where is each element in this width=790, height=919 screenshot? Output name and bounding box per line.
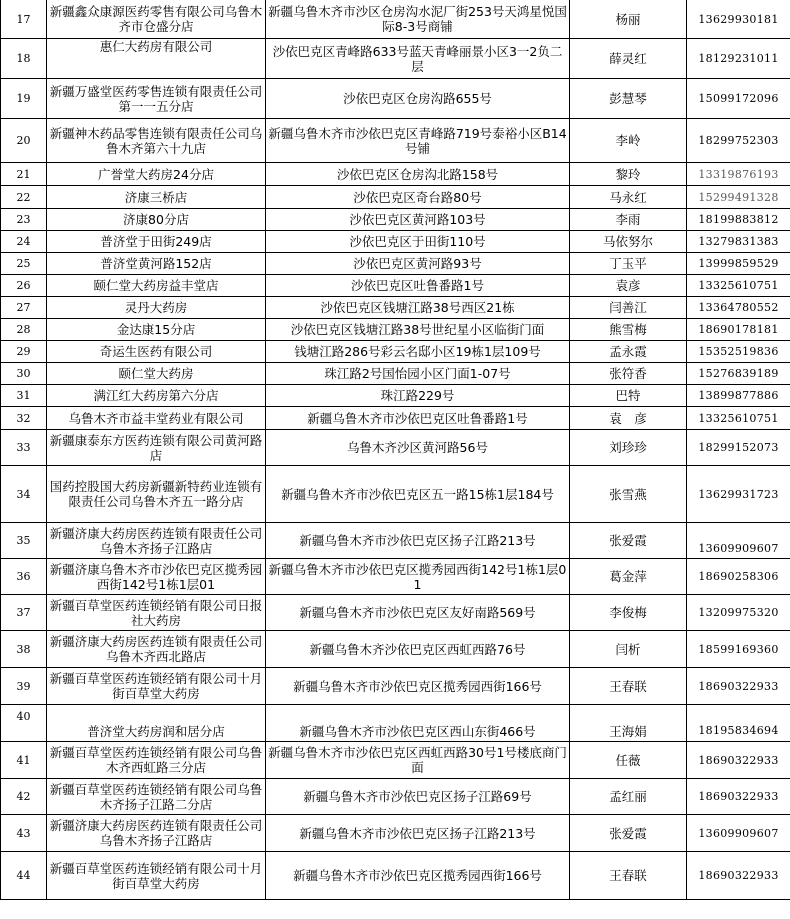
store-name: 新疆济康乌鲁木齐市沙依巴克区揽秀园西街142号1栋1层01	[47, 559, 266, 595]
store-address: 乌鲁木齐沙区黄河路56号	[266, 430, 570, 466]
store-name: 新疆百草堂医药连锁经销有限公司乌鲁木齐西虹路三分店	[47, 742, 266, 779]
contact-phone: 13279831383	[687, 231, 790, 253]
contact-person: 孟永霞	[570, 341, 687, 363]
row-number: 43	[1, 815, 47, 852]
contact-phone: 18199883812	[687, 209, 790, 231]
table-row	[1, 779, 790, 815]
store-address: 沙依巴克区吐鲁番路1号	[266, 275, 570, 297]
contact-person: 李雨	[570, 209, 687, 231]
contact-person: 袁彦	[570, 275, 687, 297]
row-number: 28	[1, 319, 47, 341]
store-name: 普济堂黄河路152店	[47, 253, 266, 275]
contact-person: 张爱霞	[570, 523, 687, 559]
contact-person: 袁 彦	[570, 407, 687, 430]
row-number: 40	[1, 705, 47, 742]
contact-phone: 15099172096	[687, 79, 790, 119]
store-address: 沙依巴克区仓房沟北路158号	[266, 163, 570, 186]
store-address: 新疆乌鲁木齐市沙依巴克区揽秀园西街166号	[266, 852, 570, 900]
contact-person: 闫析	[570, 631, 687, 668]
store-address: 新疆乌鲁木齐市沙依巴克区西山东街466号	[266, 705, 570, 742]
contact-person: 闫善江	[570, 297, 687, 319]
store-name: 新疆神木药品零售连锁有限责任公司乌鲁木齐第六十九店	[47, 119, 266, 163]
contact-phone: 18599169360	[687, 631, 790, 668]
table-row	[1, 559, 790, 595]
table-row	[1, 595, 790, 631]
contact-person: 张爱霞	[570, 815, 687, 852]
row-number: 33	[1, 430, 47, 466]
store-name: 广誉堂大药房24分店	[47, 163, 266, 186]
row-number: 20	[1, 119, 47, 163]
row-number: 24	[1, 231, 47, 253]
table-row	[1, 209, 790, 231]
table-row	[1, 275, 790, 297]
store-address: 新疆乌鲁木齐市沙依巴克区友好南路569号	[266, 595, 570, 631]
store-name: 惠仁大药房有限公司	[47, 39, 266, 79]
contact-person: 王海娟	[570, 705, 687, 742]
row-number: 31	[1, 385, 47, 407]
store-name: 国药控股国大药房新疆新特药业连锁有限责任公司乌鲁木齐五一路分店	[47, 466, 266, 523]
table-row	[1, 631, 790, 668]
contact-phone: 13629931723	[687, 466, 790, 523]
store-name: 乌鲁木齐市益丰堂药业有限公司	[47, 407, 266, 430]
table-row	[1, 363, 790, 385]
contact-person: 李俊梅	[570, 595, 687, 631]
table-row	[1, 186, 790, 209]
contact-phone: 18690322933	[687, 779, 790, 815]
row-number: 26	[1, 275, 47, 297]
contact-phone: 15276839189	[687, 363, 790, 385]
contact-person: 马永红	[570, 186, 687, 209]
store-address: 钱塘江路286号彩云名邸小区19栋1层109号	[266, 341, 570, 363]
table-row	[1, 39, 790, 79]
table-row	[1, 0, 790, 39]
contact-person: 葛金萍	[570, 559, 687, 595]
row-number: 37	[1, 595, 47, 631]
row-number: 35	[1, 523, 47, 559]
store-address: 新疆乌鲁木齐市沙区仓房沟水泥厂街253号天鸿星悦国际8-3号商铺	[266, 0, 570, 39]
contact-person: 熊雪梅	[570, 319, 687, 341]
table-row	[1, 407, 790, 430]
contact-phone: 13629930181	[687, 0, 790, 39]
row-number: 17	[1, 0, 47, 39]
contact-phone: 13609909607	[687, 523, 790, 559]
row-number: 38	[1, 631, 47, 668]
contact-phone: 18690258306	[687, 559, 790, 595]
store-name: 济康三桥店	[47, 186, 266, 209]
store-address: 新疆乌鲁木齐沙依巴克区西虹西路76号	[266, 631, 570, 668]
table-row	[1, 852, 790, 900]
row-number: 23	[1, 209, 47, 231]
store-address: 新疆乌鲁木齐市沙依巴克区西虹西路30号1号楼底商门面	[266, 742, 570, 779]
store-address: 新疆乌鲁木齐市沙依巴克区扬子江路213号	[266, 523, 570, 559]
contact-phone: 18129231011	[687, 39, 790, 79]
row-number: 27	[1, 297, 47, 319]
store-name: 新疆百草堂医药连锁经销有限公司十月街百草堂大药房	[47, 668, 266, 705]
contact-person: 刘珍珍	[570, 430, 687, 466]
table-row	[1, 297, 790, 319]
contact-person: 王春联	[570, 668, 687, 705]
table-row	[1, 466, 790, 523]
store-name: 普济堂于田街249店	[47, 231, 266, 253]
store-name: 金达康15分店	[47, 319, 266, 341]
contact-person: 李岭	[570, 119, 687, 163]
contact-person: 任薇	[570, 742, 687, 779]
store-name: 新疆济康大药房医药连锁有限责任公司乌鲁木齐扬子江路店	[47, 523, 266, 559]
table-row	[1, 231, 790, 253]
row-number: 34	[1, 466, 47, 523]
store-address: 新疆乌鲁木齐市沙依巴克区扬子江路213号	[266, 815, 570, 852]
contact-phone: 13899877886	[687, 385, 790, 407]
table-row	[1, 705, 790, 742]
contact-person: 孟红丽	[570, 779, 687, 815]
contact-person: 彭慧琴	[570, 79, 687, 119]
contact-person: 杨丽	[570, 0, 687, 39]
contact-phone: 18195834694	[687, 705, 790, 742]
table-row	[1, 385, 790, 407]
table-row	[1, 163, 790, 186]
contact-person: 黎玲	[570, 163, 687, 186]
row-number: 32	[1, 407, 47, 430]
contact-person: 王春联	[570, 852, 687, 900]
contact-phone: 18299752303	[687, 119, 790, 163]
contact-phone: 13325610751	[687, 407, 790, 430]
contact-phone: 13209975320	[687, 595, 790, 631]
store-address: 沙依巴克区仓房沟路655号	[266, 79, 570, 119]
store-name: 新疆康泰东方医药连锁有限公司黄河路店	[47, 430, 266, 466]
store-address: 沙依巴克区黄河路93号	[266, 253, 570, 275]
row-number: 44	[1, 852, 47, 900]
store-name: 新疆百草堂医药连锁经销有限公司十月街百草堂大药房	[47, 852, 266, 900]
store-name: 新疆鑫众康源医药零售有限公司乌鲁木齐市仓盛分店	[47, 0, 266, 39]
store-address: 沙依巴克区黄河路103号	[266, 209, 570, 231]
table-row	[1, 668, 790, 705]
table-row	[1, 430, 790, 466]
contact-phone: 15299491328	[687, 186, 790, 209]
store-name: 颐仁堂大药房	[47, 363, 266, 385]
store-address: 沙依巴克区钱塘江路38号世纪星小区临街门面	[266, 319, 570, 341]
store-address: 珠江路229号	[266, 385, 570, 407]
store-address: 新疆乌鲁木齐市沙依巴克区五一路15栋1层184号	[266, 466, 570, 523]
contact-phone: 13609909607	[687, 815, 790, 852]
table-row	[1, 815, 790, 852]
table-row	[1, 79, 790, 119]
row-number: 18	[1, 39, 47, 79]
store-name: 新疆百草堂医药连锁经销有限公司日报社大药房	[47, 595, 266, 631]
contact-person: 张符香	[570, 363, 687, 385]
store-address: 新疆乌鲁木齐市沙依巴克区揽秀园西街166号	[266, 668, 570, 705]
row-number: 19	[1, 79, 47, 119]
contact-phone: 13325610751	[687, 275, 790, 297]
contact-phone: 18690322933	[687, 852, 790, 900]
store-name: 新疆百草堂医药连锁经销有限公司乌鲁木齐扬子江路二分店	[47, 779, 266, 815]
row-number: 21	[1, 163, 47, 186]
store-name: 灵丹大药房	[47, 297, 266, 319]
table-row	[1, 742, 790, 779]
contact-phone: 18299152073	[687, 430, 790, 466]
store-name: 济康80分店	[47, 209, 266, 231]
row-number: 30	[1, 363, 47, 385]
contact-phone: 18690322933	[687, 742, 790, 779]
store-address: 沙依巴克区于田街110号	[266, 231, 570, 253]
contact-phone: 13999859529	[687, 253, 790, 275]
store-address: 沙依巴克区奇台路80号	[266, 186, 570, 209]
contact-phone: 18690322933	[687, 668, 790, 705]
contact-phone: 13319876193	[687, 163, 790, 186]
store-address: 新疆乌鲁木齐市沙依巴克区青峰路719号泰裕小区B14号铺	[266, 119, 570, 163]
store-address: 新疆乌鲁木齐市沙依巴克区扬子江路69号	[266, 779, 570, 815]
table-row	[1, 523, 790, 559]
table-row	[1, 319, 790, 341]
table-row	[1, 341, 790, 363]
store-name: 奇运生医药有限公司	[47, 341, 266, 363]
contact-phone: 18690178181	[687, 319, 790, 341]
contact-person: 丁玉平	[570, 253, 687, 275]
store-name: 颐仁堂大药房益丰堂店	[47, 275, 266, 297]
contact-person: 巴特	[570, 385, 687, 407]
row-number: 41	[1, 742, 47, 779]
row-number: 39	[1, 668, 47, 705]
store-name: 新疆济康大药房医药连锁有限责任公司乌鲁木齐扬子江路店	[47, 815, 266, 852]
store-address: 珠江路2号国怡园小区门面1-07号	[266, 363, 570, 385]
store-name: 新疆济康大药房医药连锁有限责任公司乌鲁木齐西北路店	[47, 631, 266, 668]
store-name: 满江红大药房第六分店	[47, 385, 266, 407]
table-row	[1, 119, 790, 163]
contact-phone: 13364780552	[687, 297, 790, 319]
store-name: 普济堂大药房润和居分店	[47, 705, 266, 742]
store-address: 沙依巴克区钱塘江路38号西区21栋	[266, 297, 570, 319]
store-address: 新疆乌鲁木齐市沙依巴克区揽秀园西街142号1栋1层01	[266, 559, 570, 595]
contact-person: 薛灵红	[570, 39, 687, 79]
contact-person: 张雪燕	[570, 466, 687, 523]
store-name: 新疆万盛堂医药零售连锁有限责任公司第一一五分店	[47, 79, 266, 119]
store-address: 沙依巴克区青峰路633号蓝天青峰丽景小区3一2负二层	[266, 39, 570, 79]
row-number: 36	[1, 559, 47, 595]
row-number: 29	[1, 341, 47, 363]
contact-person: 马依努尔	[570, 231, 687, 253]
contact-phone: 15352519836	[687, 341, 790, 363]
row-number: 42	[1, 779, 47, 815]
row-number: 25	[1, 253, 47, 275]
store-address: 新疆乌鲁木齐市沙依巴克区吐鲁番路1号	[266, 407, 570, 430]
row-number: 22	[1, 186, 47, 209]
table-row	[1, 253, 790, 275]
